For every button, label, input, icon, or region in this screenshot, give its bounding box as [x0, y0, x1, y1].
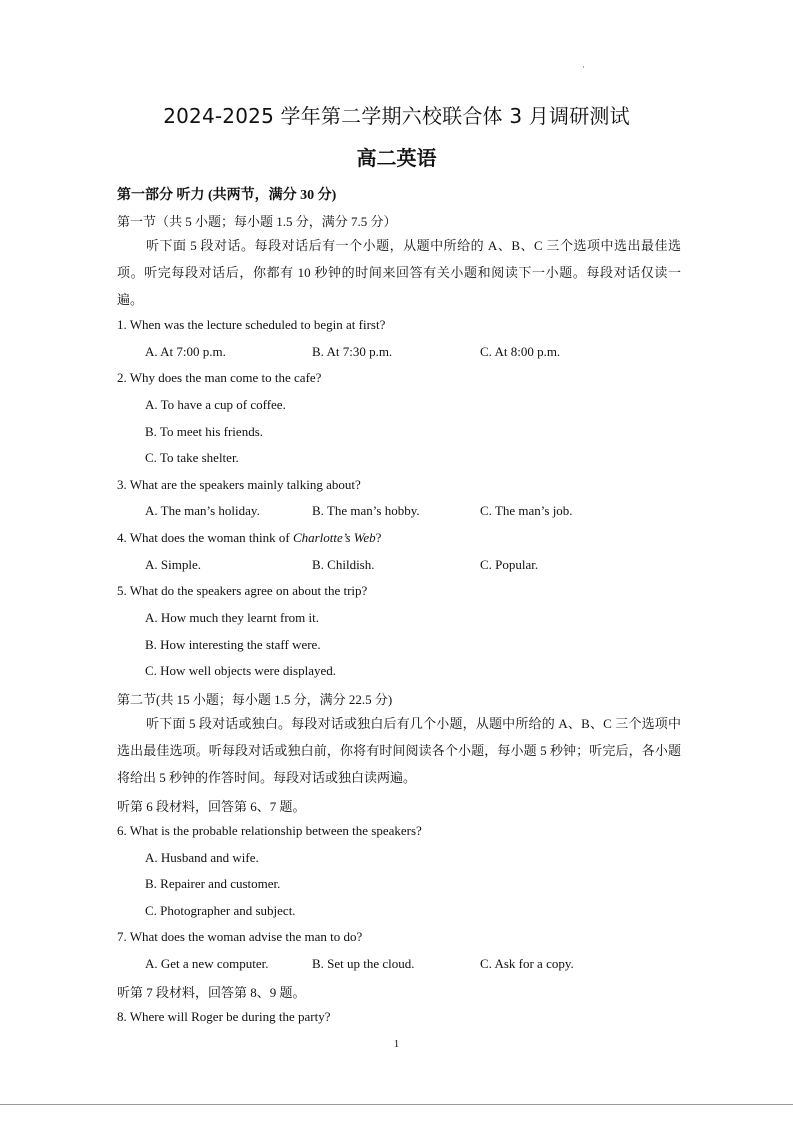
q7-option-c: C. Ask for a copy. [480, 956, 574, 971]
section1-heading: 第一节（共 5 小题；每小题 1.5 分，满分 7.5 分） [117, 214, 397, 229]
q6-option-a: A. Husband and wife. [145, 850, 259, 865]
q4-option-c: C. Popular. [480, 557, 539, 572]
page-number: 1 [393, 1038, 400, 1050]
question-2: 2. Why does the man come to the cafe? [117, 370, 322, 385]
material-7-note: 听第 7 段材料，回答第 8、9 题。 [117, 985, 306, 1000]
q5-option-c: C. How well objects were displayed. [145, 663, 336, 678]
section2-instructions: 听下面 5 段对话或独白。每段对话或独白后有几个小题，从题中所给的 A、B、C 三个选项中选出最佳选项。听每段对话或独白前，你将有时间阅读各个小题，每小题 5 秒钟；听完后，各小题将给出 5 秒钟的作答时间。每段对话或独白读两遍。 [117, 716, 681, 785]
material-6-note: 听第 6 段材料，回答第 6、7 题。 [117, 799, 306, 814]
section1-instructions: 听下面 5 段对话。每段对话后有一个小题，从题中所给的 A、B、C 三个选项中选出最佳选项。听完每段对话后，你都有 10 秒钟的时间来回答有关小题和阅读下一小题。每段对话仅读一遍。 [117, 238, 681, 307]
page-divider [0, 1104, 793, 1105]
question-8: 8. Where will Roger be during the party? [117, 1009, 331, 1024]
q2-option-b: B. To meet his friends. [145, 424, 264, 439]
section2-heading: 第二节(共 15 小题；每小题 1.5 分，满分 22.5 分) [117, 692, 393, 707]
q7-option-a: A. Get a new computer. [145, 956, 269, 971]
question-1: 1. When was the lecture scheduled to begin at first? [117, 317, 386, 332]
question-6: 6. What is the probable relationship between the speakers? [117, 823, 422, 838]
q4-text-pre: 4. What does the woman think of [117, 530, 293, 545]
question-5: 5. What do the speakers agree on about the trip? [117, 583, 368, 598]
q2-option-a: A. To have a cup of coffee. [145, 397, 286, 412]
q2-option-c: C. To take shelter. [145, 450, 239, 465]
exam-subtitle: 高二英语 [356, 146, 437, 170]
q3-option-b: B. The man’s hobby. [312, 503, 420, 518]
q5-option-b: B. How interesting the staff were. [145, 637, 321, 652]
q4-option-a: A. Simple. [145, 557, 201, 572]
q1-option-c: C. At 8:00 p.m. [480, 344, 561, 359]
q6-option-c: C. Photographer and subject. [145, 903, 296, 918]
q4-text-post: ? [375, 530, 382, 545]
q4-option-b: B. Childish. [312, 557, 375, 572]
q6-option-b: B. Repairer and customer. [145, 876, 281, 891]
question-3: 3. What are the speakers mainly talking about? [117, 477, 361, 492]
question-7: 7. What does the woman advise the man to do? [117, 929, 363, 944]
question-4 [117, 530, 381, 546]
part1-heading: 第一部分 听力 (共两节，满分 30 分) [117, 188, 337, 203]
exam-title: 2024-2025 学年第二学期六校联合体 3 月调研测试 [163, 104, 630, 128]
corner-mark: · [582, 62, 585, 72]
q7-option-b: B. Set up the cloud. [312, 956, 415, 971]
q3-option-a: A. The man’s holiday. [145, 503, 260, 518]
q1-option-b: B. At 7:30 p.m. [312, 344, 393, 359]
q1-option-a: A. At 7:00 p.m. [145, 344, 226, 359]
q4-book-title: Charlotte’s Web [292, 530, 376, 545]
q3-option-c: C. The man’s job. [480, 503, 573, 518]
q5-option-a: A. How much they learnt from it. [145, 610, 320, 625]
